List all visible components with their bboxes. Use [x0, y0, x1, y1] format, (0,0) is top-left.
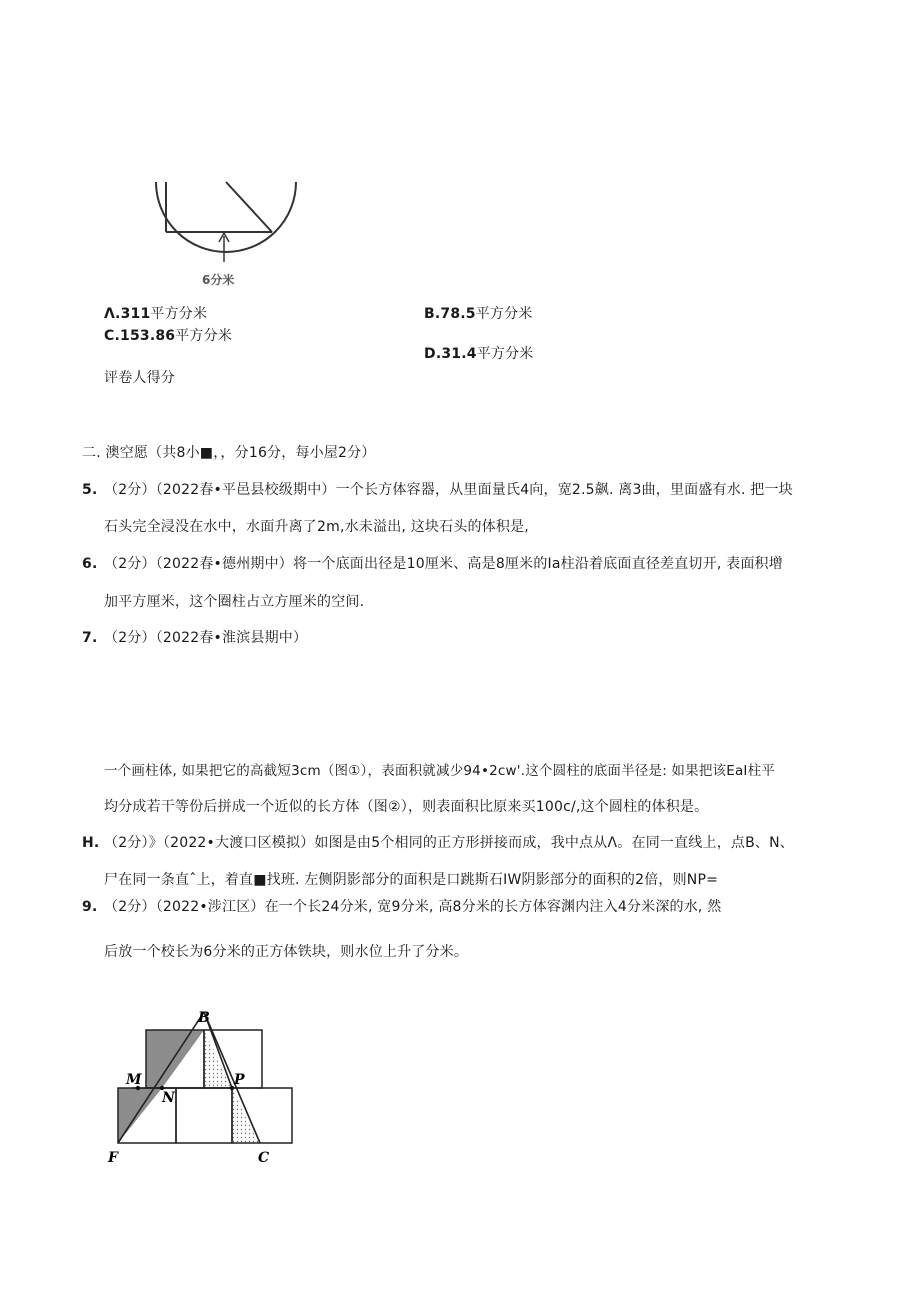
question-7-meta: （2分）（2022春•淮滨县期中）: [104, 630, 308, 646]
label-n: N: [162, 1090, 175, 1106]
five-squares-figure: [100, 1004, 310, 1174]
question-9-number: 9.: [82, 899, 98, 915]
question-7-line-3: 均分成若干等份后拼成一个近似的长方体（图②），则表面积比原来买100c/,这个圆柱的体积是。: [104, 799, 709, 815]
label-p: P: [234, 1072, 245, 1088]
question-6-meta: （2分）（2022春•德州期中）: [104, 556, 293, 572]
option-c-unit: 平方分米: [175, 328, 233, 344]
circle-figure: [140, 180, 310, 290]
question-8-number: H.: [82, 835, 100, 851]
option-a-unit: 平方分米: [150, 306, 208, 322]
question-7-number: 7.: [82, 630, 98, 646]
option-c-letter: C.: [104, 328, 120, 344]
question-6-number: 6.: [82, 556, 98, 572]
section-header: 二. 澳空愿（共8小■，，分16分，每小屋2分）: [82, 445, 376, 461]
question-8-line-1: [82, 832, 794, 852]
chord-diagonal: [226, 182, 272, 232]
circle-arc: [156, 182, 296, 252]
circle-figure-label: 6分米: [202, 273, 235, 287]
label-b: B: [198, 1010, 210, 1026]
label-f: F: [108, 1150, 118, 1166]
question-6-line-2: 加平方厘米，这个圈柱占立方厘米的空间.: [104, 594, 365, 610]
option-b-letter: B.: [424, 306, 441, 322]
label-m: M: [126, 1072, 142, 1088]
question-8-meta: （2分）》（2022•大渡口区模拟）: [104, 835, 315, 851]
option-c-value: 153.86: [120, 328, 176, 344]
option-a-letter: Λ.: [104, 306, 121, 322]
question-9-line-2: 后放一个校长为6分米的正方体铁块，则水位上升了分米。: [104, 944, 469, 960]
question-6-text-1: 将一个底面出径是10厘米、高是8厘米的Ia柱沿着底面直径差直切开, 表面积增: [293, 556, 783, 572]
option-b-value: 78.5: [440, 306, 476, 322]
left-shaded-region-bottom: [118, 1088, 162, 1143]
option-d-letter: D.: [424, 346, 442, 362]
question-5-line-1: [82, 479, 793, 499]
option-a-value: 311: [120, 306, 151, 322]
question-5-meta: （2分）（2022春•平邑县校级期中）: [104, 482, 336, 498]
option-d-value: 31.4: [441, 346, 477, 362]
question-5-text-1: 一个长方体容器，从里面量氏4向，宽2.5飙. 离3曲，里面盛有水. 把一块: [335, 482, 793, 498]
question-9-line-1: [82, 896, 721, 916]
question-8-text-1: 如图是由5个相同的正方形拼接而成，我中点从Λ。在同一直线上，点B、N、: [314, 835, 794, 851]
question-5-number: 5.: [82, 482, 98, 498]
grader-label: 评卷人得分: [104, 370, 175, 386]
question-5-line-2: 石头完全浸没在水中，水面升离了2m,水未溢出, 这块石头的体积是,: [104, 519, 529, 535]
left-shaded-region-top: [146, 1030, 204, 1088]
option-b[interactable]: [424, 303, 533, 323]
option-d-unit: 平方分米: [476, 346, 534, 362]
option-c[interactable]: [104, 325, 232, 345]
option-b-unit: 平方分米: [475, 306, 533, 322]
question-6-line-1: [82, 553, 783, 573]
question-7-line-1: [82, 627, 307, 647]
question-8-line-2: 尸在同一条直ˆ上，着直■找班. 左侧阴影部分的面积是口跳斯石IW阴影部分的面积的2倍，则NP=: [104, 872, 719, 888]
question-9-text-1: 在一个长24分米, 宽9分米, 高8分米的长方体容渊内注入4分米深的水, 然: [264, 899, 722, 915]
option-d[interactable]: [424, 343, 534, 363]
question-9-meta: （2分）（2022•涉江区）: [104, 899, 265, 915]
right-dotted-region-top: [204, 1030, 232, 1088]
question-7-line-2: 一个画柱体, 如果把它的高截短3cm（图①），表面积就减少94•2cw'.这个圆柱的底面半径是: 如果把该EaI柱平: [104, 763, 776, 779]
label-c: C: [258, 1150, 270, 1166]
option-a[interactable]: [104, 303, 207, 323]
